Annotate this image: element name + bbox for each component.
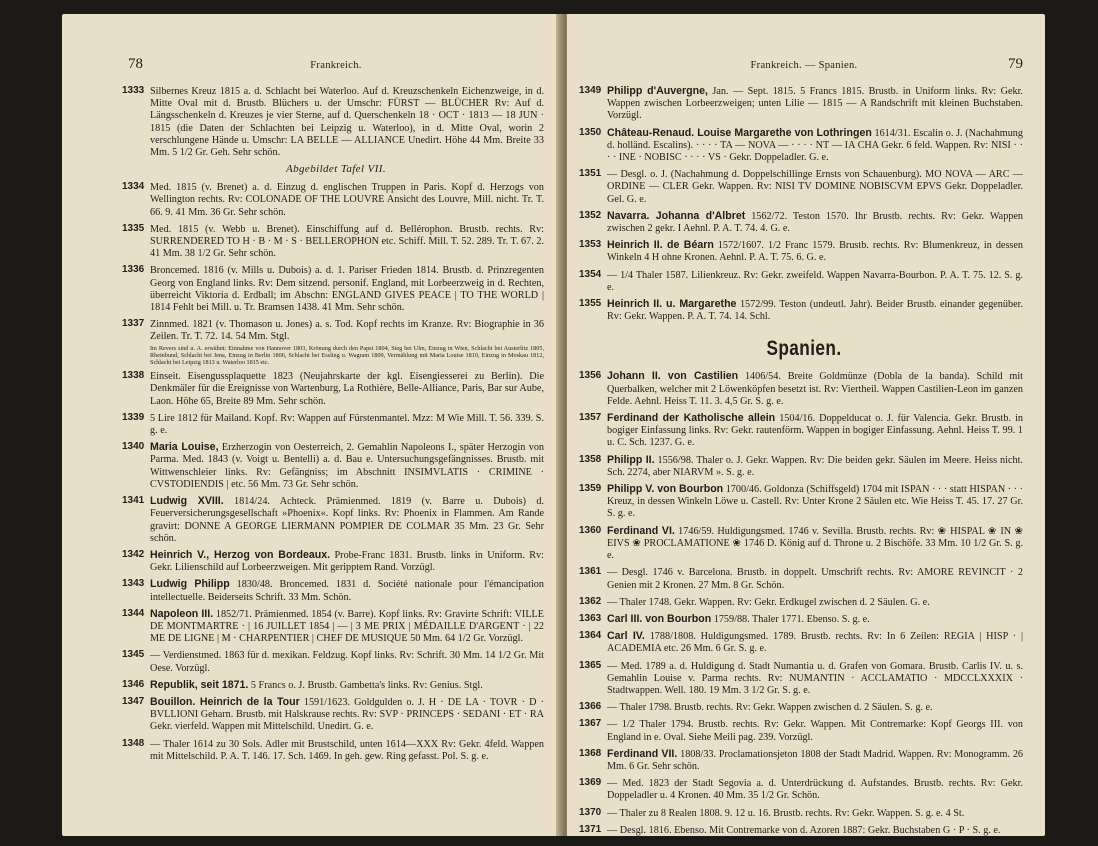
entry-text: 1759/88. Thaler 1771. Ebenso. S. g. e.: [711, 613, 870, 625]
entry-title: Philipp II.: [607, 453, 655, 466]
entry-text: — Desgl. 1746 v. Barcelona. Brustb. in doppelt. Umschrift rechts. Rv: AMORE REVINCIT · 2 Genien mit 2 Kronen. 27 Mm. 8 Gr. Schön.: [607, 567, 1023, 591]
catalog-entry: [579, 268, 1023, 294]
catalog-entry: [579, 453, 1023, 479]
entry-text: Jan. — Sept. 1815. 5 Francs 1815. Brustb. in Uniform links. Rv: Gekr. Wappen zwischen Lorbeerzweigen; unten Lilie — 1815 — A Randschrift mit kleinen Buchstaben. Vorzügl.: [607, 86, 1023, 122]
entry-number: 1348: [122, 737, 145, 749]
catalog-entry: [579, 298, 1023, 323]
entry-number: 1343: [122, 578, 145, 590]
entry-text: Broncemed. 1816 (v. Mills u. Dubois) a. d. 1. Pariser Frieden 1814. Brustb. d. Prinzregenten Georg von England links. Rv: Dem sitzend. personif. England, mit Lorbeerzweig in d. Rechten, überreicht Viktoria d. Erdball; im Abschn: ENGLAND GIVES PEACE | TO THE WORLD | 1814 Fehlt bei Mill. u. Tr. Bramsen 1438. 41 Mm. Sehr schön.: [150, 265, 544, 314]
entry-text: — 1/2 Thaler 1794. Brustb. rechts. Rv: Gekr. Wappen. Mit Contremarke: Kopf Georgs III. von England in e. Oval. Siehe Meili pag. 239. Vorzügl.: [607, 719, 1023, 743]
entry-footnote: Im Revers sind u. A. erwähnt: Einnahme von Hannover 1803, Krönung durch den Papst 1804, Sieg bei Ulm, Einzug in Wien, Schlacht bei Austerlitz 1805, Rheinbund, Schlacht bei Jena, Einzug in Berlin 1806, Schlacht bei Essling u. Wagram 1809, Vermählung mit Maria Louise 1810, Einzug in Moskau 1812, Schlacht bei Leipzig 1813 u. Waterloo 1815 etc.: [150, 344, 544, 367]
entry-number: 1362: [579, 595, 602, 607]
entry-text: Erzherzogin von Oesterreich, 2. Gemahlin Napoleons I., später Herzogin von Parma. Med. 1843 (v. Voigt u. Bentelli) a. d. Bau e. Untersuchungsgefängnisses. Brustb. mit Wittwenschleier links. Rv: Gefängniss; im Abschnitt INSIMVLATIS · CRIMINE · CVSTODIENDIS | etc. 56 Mm. 73 Gr. Sehr schön.: [150, 442, 545, 490]
entry-text: 1572/99. Teston (undeutl. Jahr). Beider Brustb. einander gegenüber. Rv: Gekr. Wappen. P. A. T. 74. 14. Schl.: [607, 299, 1023, 323]
entry-title: Ferdinand VII.: [607, 747, 678, 760]
plate-caption: Abgebildet Tafel VII.: [286, 163, 386, 176]
catalog-entry: [579, 823, 1023, 836]
catalog-entry: [579, 209, 1023, 235]
entry-number: 1346: [122, 678, 145, 690]
page-header: [585, 56, 1023, 73]
entry-text: 1591/1623. Goldgulden o. J. H · DE LA · TOVR · D · BVLLIONI Geharn. Brustb. mit Halskrause rechts. Rv: SVP · PRINCEPS · SEDANI · ET · RA Gekr. vierfeld. Wappen mit Mittelschild. Unedirt. G. e.: [150, 696, 544, 733]
entry-number: 1358: [579, 453, 602, 465]
catalog-entry: [579, 777, 1023, 802]
entry-number: 1349: [579, 85, 602, 96]
entry-number: 1342: [122, 548, 145, 560]
entry-number: 1334: [122, 181, 145, 193]
entry-number: 1360: [579, 524, 602, 536]
entry-text: — Thaler zu 8 Realen 1808. 9. 12 u. 16. Brustb. rechts. Rv: Gekr. Wappen. S. g. e. 4 St.: [607, 807, 965, 819]
catalog-entry: [122, 649, 544, 674]
entry-text: 1614/31. Escalin o. J. (Nachahmung d. holländ. Escalins). · · · · TA — NOVA — · · · · NT — IA CHA Gekr. 6 feld. Wappen. Rv: NISI · · · · INE · NOBISC · · · · VS · Gekr. Doppeladler. G. e.: [607, 127, 1023, 164]
entry-title: Ferdinand der Katholische allein: [607, 412, 776, 425]
entry-text: Probe-Franc 1831. Brustb. links in Uniform. Rv: Gekr. Lilienschild auf Lorbeerzweigen. Mit geripptem Rand. Vorzügl.: [150, 549, 544, 574]
catalog-entry: [579, 126, 1023, 165]
entry-number: 1368: [579, 747, 602, 759]
entry-title: Republik, seit 1871.: [150, 678, 249, 691]
entry-title: Carl IV.: [607, 630, 645, 643]
page-header: [128, 56, 544, 73]
entry-number: 1351: [579, 168, 602, 180]
entry-title: Ludwig Philipp: [150, 578, 230, 591]
catalog-entry: [579, 524, 1023, 563]
entry-number: 1359: [579, 483, 602, 495]
catalog-entry: [122, 370, 544, 408]
catalog-entry: [122, 411, 544, 437]
entry-number: 1341: [122, 495, 145, 507]
entry-text: 1814/24. Achteck. Prämienmed. 1819 (v. Barre u. Dubois) d. Feuerversicherungsgesellschaft »Phoenix«. Kopf links. Rv: Phoenix in Flammen. Am Rande gravirt: DONNE A GEORGE LIERMANN POMPIER DE COLMAR 35 Mm. 23 Gr. Sehr schön.: [150, 496, 544, 544]
entry-text: — Thaler 1614 zu 30 Sols. Adler mit Brustschild, unten 1614—XXX Rv: Gekr. 4feld. Wappen mit Mittelschild. P. A. T. 146. 17. Sch. 1469. In geh. gew. Ring gefasst. Pol. S. g. e.: [150, 738, 544, 762]
entry-text: 1504/16. Doppelducat o. J. für Valencia. Gekr. Brustb. in bogiger Einfassung links. Rv: Gekr. rautenförm. Wappen in bogiger Einfassung. Aehnl. Heiss T. 99. 1 u. C. Sch. 1237. G. e.: [607, 413, 1023, 449]
entry-number: 1340: [122, 441, 145, 453]
entry-text: — 1/4 Thaler 1587. Lilienkreuz. Rv: Gekr. zweifeld. Wappen Navarra-Bourbon. P. A. T. 75. 12. S. g. e.: [607, 269, 1023, 293]
catalog-entry: [579, 239, 1023, 264]
entry-number: 1355: [579, 298, 602, 310]
entry-text: 1406/54. Breite Goldmünze (Dobla de la banda). Schild mit Querbalken, welcher mit 2 Löwenköpfen besetzt ist. Rv: Viertheil. Wappen Castilien-Leon im ganzen Felde. Aehnl. Heiss T. 11. 3. 4,5 Gr. S. g. e.: [607, 371, 1023, 407]
catalog-entry: [579, 747, 1024, 773]
entry-list: [122, 85, 545, 763]
right-page: [567, 14, 1045, 836]
catalog-entry: [122, 318, 544, 367]
running-head: Frankreich. — Spanien.: [750, 60, 858, 71]
catalog-entry: [579, 718, 1023, 743]
catalog-entry: [122, 495, 544, 545]
entry-number: 1335: [122, 222, 145, 234]
entry-number: 1354: [579, 268, 602, 280]
page-number: 79: [1008, 56, 1023, 72]
entry-text: 1746/59. Huldigungsmed. 1746 v. Sevilla. Brustb. rechts. Rv: ❀ HISPAL ❀ IN ❀ EIVS ❀ PROCLAMATIONE ❀ 1746 D. König auf d. Throne u. 2 Bischöfe. 33 Mm. 10 1/2 Gr. S. g. e.: [607, 525, 1023, 562]
entry-title: Navarra. Johanna d'Albret: [607, 209, 746, 222]
entry-number: 1363: [579, 612, 602, 624]
running-head: Frankreich.: [310, 60, 362, 71]
entry-text: 1852/71. Prämienmed. 1854 (v. Barre). Kopf links. Rv: Gravirte Schrift: VILLE DE MONTMARTRE · | 16 JUILLET 1854 | — | 3 ME PRIX | MÉDAILLE D'ARGENT · | 22 ME DE LIGNE | M · CHARPENTIER | CHEF DE MUSIQUE 50 Mm. 64 1/2 Gr. Vorzügl.: [150, 608, 544, 645]
catalog-entry: [122, 737, 544, 763]
catalog-entry: [579, 566, 1023, 591]
catalog-entry: [579, 85, 1023, 123]
entry-title: Heinrich II. u. Margarethe: [607, 298, 737, 311]
left-page: [62, 14, 564, 836]
entry-number: 1370: [579, 806, 602, 818]
catalog-entry: [122, 678, 544, 692]
entry-number: 1333: [122, 85, 145, 96]
catalog-entry: [579, 595, 1023, 609]
entry-number: 1347: [122, 695, 145, 707]
entry-number: 1353: [579, 239, 602, 251]
entry-text: Med. 1815 (v. Brenet) a. d. Einzug d. englischen Truppen in Paris. Kopf d. Herzogs von Wellington rechts. Rv: COLONADE OF THE LOUVRE Ansicht des Louvre, Mill. nicht. Tr. T. 66. 9. 41 Mm. 36 Gr. Sehr schön.: [150, 182, 544, 218]
catalog-entry: [579, 659, 1023, 698]
entry-number: 1365: [579, 659, 602, 671]
entry-text: 1808/33. Proclamationsjeton 1808 der Stadt Madrid. Wappen. Rv: Monogramm. 26 Mm. 6 Gr. Sehr schön.: [607, 748, 1024, 772]
entry-list: [579, 85, 1023, 323]
catalog-entry: [579, 612, 1023, 626]
entry-text: — Desgl. 1816. Ebenso. Mit Contremarke von d. Azoren 1887: Gekr. Buchstaben G · P · S. g. e.: [607, 824, 1001, 836]
entry-title: Carl III. von Bourbon: [607, 612, 712, 625]
entry-number: 1356: [579, 370, 602, 382]
entry-number: 1337: [122, 318, 145, 330]
entry-text: — Verdienstmed. 1863 für d. mexikan. Feldzug. Kopf links. Rv: Schrift. 30 Mm. 14 1/2 Gr. Mit Oese. Vorzügl.: [150, 650, 544, 674]
entry-number: 1369: [579, 777, 602, 789]
entry-number: 1371: [579, 823, 602, 835]
entry-title: Johann II. von Castilien: [607, 370, 739, 383]
entry-text: 5 Francs o. J. Brustb. Gambetta's links. Rv: Genius. Stgl.: [248, 679, 483, 691]
entry-text: Silbernes Kreuz 1815 a. d. Schlacht bei Waterloo. Auf d. Kreuzschenkeln Eichenzweige, in d. Mitte Oval mit d. Brustb. Blüchers u. der Umschr: FÜRST — BLÜCHER Rv: Auf d. Längsschenkeln d. Kreuzes je vier Sterne, auf d. Querschenkeln 18 · OCT · 1813 — 18 JUN · 1815 (die Daten der Schlachten bei Leipzig u. Waterloo), in d. Mitte Oval, worin 2 verschlungene Hände u. Umschr: LA BELLE — ALLIANCE Unedirt. Höhe 44 Mm. Breite 33 Mm. 5 1/2 Gr. Geh. Sehr schön.: [150, 86, 544, 159]
catalog-entry: [579, 370, 1023, 408]
entry-text: 1572/1607. 1/2 Franc 1579. Brustb. rechts. Rv: Blumenkreuz, in dessen Winkeln 4 H ohne Kronen. Aehnl. P. A. T. 75. 6. G. e.: [607, 240, 1023, 264]
entry-title: Ferdinand VI.: [607, 524, 675, 537]
entry-text: 1556/98. Thaler o. J. Gekr. Wappen. Rv: Die beiden gekr. Säulen im Meere. Heiss nicht. Sch. 2274, aber NIARVM ». S. g. e.: [607, 454, 1023, 478]
entry-number: 1352: [579, 209, 602, 221]
entry-title: Château-Renaud. Louise Margarethe von Lothringen: [607, 126, 872, 139]
entry-title: Maria Louise,: [150, 441, 219, 454]
catalog-entry: [122, 607, 544, 646]
entry-text: — Thaler 1748. Gekr. Wappen. Rv: Gekr. Erdkugel zwischen d. 2 Säulen. G. e.: [607, 596, 930, 608]
entry-number: 1357: [579, 412, 602, 424]
entry-text: Zinnmed. 1821 (v. Thomason u. Jones) a. s. Tod. Kopf rechts im Kranze. Rv: Biographie in 36 Zeilen. Tr. T. 72. 14. 54 Mm. Stgl.: [150, 319, 544, 343]
entry-number: 1336: [122, 264, 145, 276]
entry-number: 1361: [579, 566, 602, 578]
section-title: Spanien.: [766, 337, 842, 361]
entry-title: Heinrich V., Herzog von Bordeaux.: [150, 548, 331, 561]
entry-title: Ludwig XVIII.: [150, 495, 224, 508]
catalog-entry: [579, 701, 1023, 714]
catalog-entry: [579, 168, 1023, 206]
entry-number: 1367: [579, 718, 602, 730]
entry-title: Napoleon III.: [150, 607, 214, 620]
entry-text: Med. 1815 (v. Webb u. Brenet). Einschiffung auf d. Bellérophon. Brustb. rechts. Rv: SURRENDERED TO H · B · M · S · BELLEROPHON etc. Schiff. Mill. T. 52. 289. Tr. T. 67. 2. 41 Mm. 38 1/2 Gr. Sehr schön.: [150, 223, 544, 260]
entry-text: — Desgl. o. J. (Nachahmung d. Doppelschillinge Ernsts von Schauenburg). MO NOVA — ARC — ORDINE — CLER Gekr. Wappen. Rv: NISI TV DOMINE NOBISCVM EPVS Gekr. Doppeladler. Gel. G. e.: [607, 169, 1023, 205]
entry-text: Einseit. Eisengussplaquette 1823 (Neujahrskarte der kgl. Eisengiesserei zu Berlin). Die Denkmäler für die Ereignisse von Wartenburg, La Rothière, Belle-Alliance, Paris, Bar sur Aube, Laon. Höhe 65, Breite 89 Mm. Sehr schön.: [150, 371, 544, 407]
catalog-entry: [579, 806, 1023, 820]
entry-text: — Med. 1789 a. d. Huldigung d. Stadt Numantia u. d. Grafen von Gomara. Brustb. Carlis IV. u. s. Gemahlin Louise v. Parma rechts. Rv: NUMANTIN · ACCLAMATIO · MDCCLXXXIX · Stadtwappen. Well. 180. 19 Mm. 3 1/2 Gr. S. g. e.: [607, 660, 1023, 696]
catalog-entry: [122, 264, 544, 314]
entry-number: 1339: [122, 411, 145, 423]
page-number: 78: [128, 56, 143, 72]
catalog-entry: [122, 578, 544, 603]
catalog-entry: [122, 695, 544, 734]
entry-title: Philipp d'Auvergne,: [607, 85, 708, 97]
catalog-entry: [122, 441, 545, 491]
entry-text: 1700/46. Goldonza (Schiffsgeld) 1704 mit ISPAN · · · statt HISPAN · · · Kreuz, in dessen Winkeln Löwe u. Castell. Rv: Unter Krone 2 Säulen etc. Wie Heiss T. 45. 17. 27 Gr. S. g. e.: [607, 484, 1023, 520]
catalog-entry: [579, 483, 1023, 521]
catalog-entry: [579, 630, 1024, 655]
entry-number: 1350: [579, 126, 602, 138]
entry-number: 1344: [122, 607, 145, 619]
entry-text: — Med. 1823 der Stadt Segovia a. d. Unterdrückung d. Aufstandes. Brustb. rechts. Rv: Gekr. Doppeladler u. 4 Kronen. 40 Mm. 35 1/2 Gr. Schön.: [607, 778, 1023, 802]
entry-text: 1562/72. Teston 1570. Ihr Brustb. rechts. Rv: Gekr. Wappen zwischen 2 gekr. I Aehnl. P. A. T. 74. 4. G. e.: [607, 210, 1023, 235]
entry-number: 1364: [579, 630, 602, 642]
catalog-entry: [122, 222, 544, 261]
catalog-entry: [122, 85, 544, 159]
entry-text: 1830/48. Broncemed. 1831 d. Société nationale pour l'émancipation intellectuelle. Beiderseits Schrift. 33 Mm. Schön.: [150, 579, 544, 603]
entry-title: Philipp V. von Bourbon: [607, 483, 724, 496]
entry-text: — Thaler 1798. Brustb. rechts. Rv: Gekr. Wappen zwischen d. 2 Säulen. S. g. e.: [607, 702, 933, 714]
entry-list: [579, 370, 1024, 836]
catalog-entry: [579, 412, 1023, 450]
entry-title: Heinrich II. de Béarn: [607, 239, 714, 252]
catalog-entry: [122, 181, 544, 219]
entry-text: 1788/1808. Huldigungsmed. 1789. Brustb. rechts. Rv: In 6 Zeilen: REGIA | HISP · | ACADEMIA etc. 26 Mm. 6 Gr. S. g. e.: [607, 631, 1024, 655]
entry-number: 1338: [122, 370, 145, 382]
entry-number: 1345: [122, 649, 145, 661]
entry-text: 5 Lire 1812 für Mailand. Kopf. Rv: Wappen auf Fürstenmantel. Mzz: M Wie Mill. T. 56. 339. S. g. e.: [150, 412, 544, 437]
catalog-entry: [122, 548, 544, 574]
entry-number: 1366: [579, 701, 602, 713]
entry-title: Bouillon. Heinrich de la Tour: [150, 695, 300, 708]
